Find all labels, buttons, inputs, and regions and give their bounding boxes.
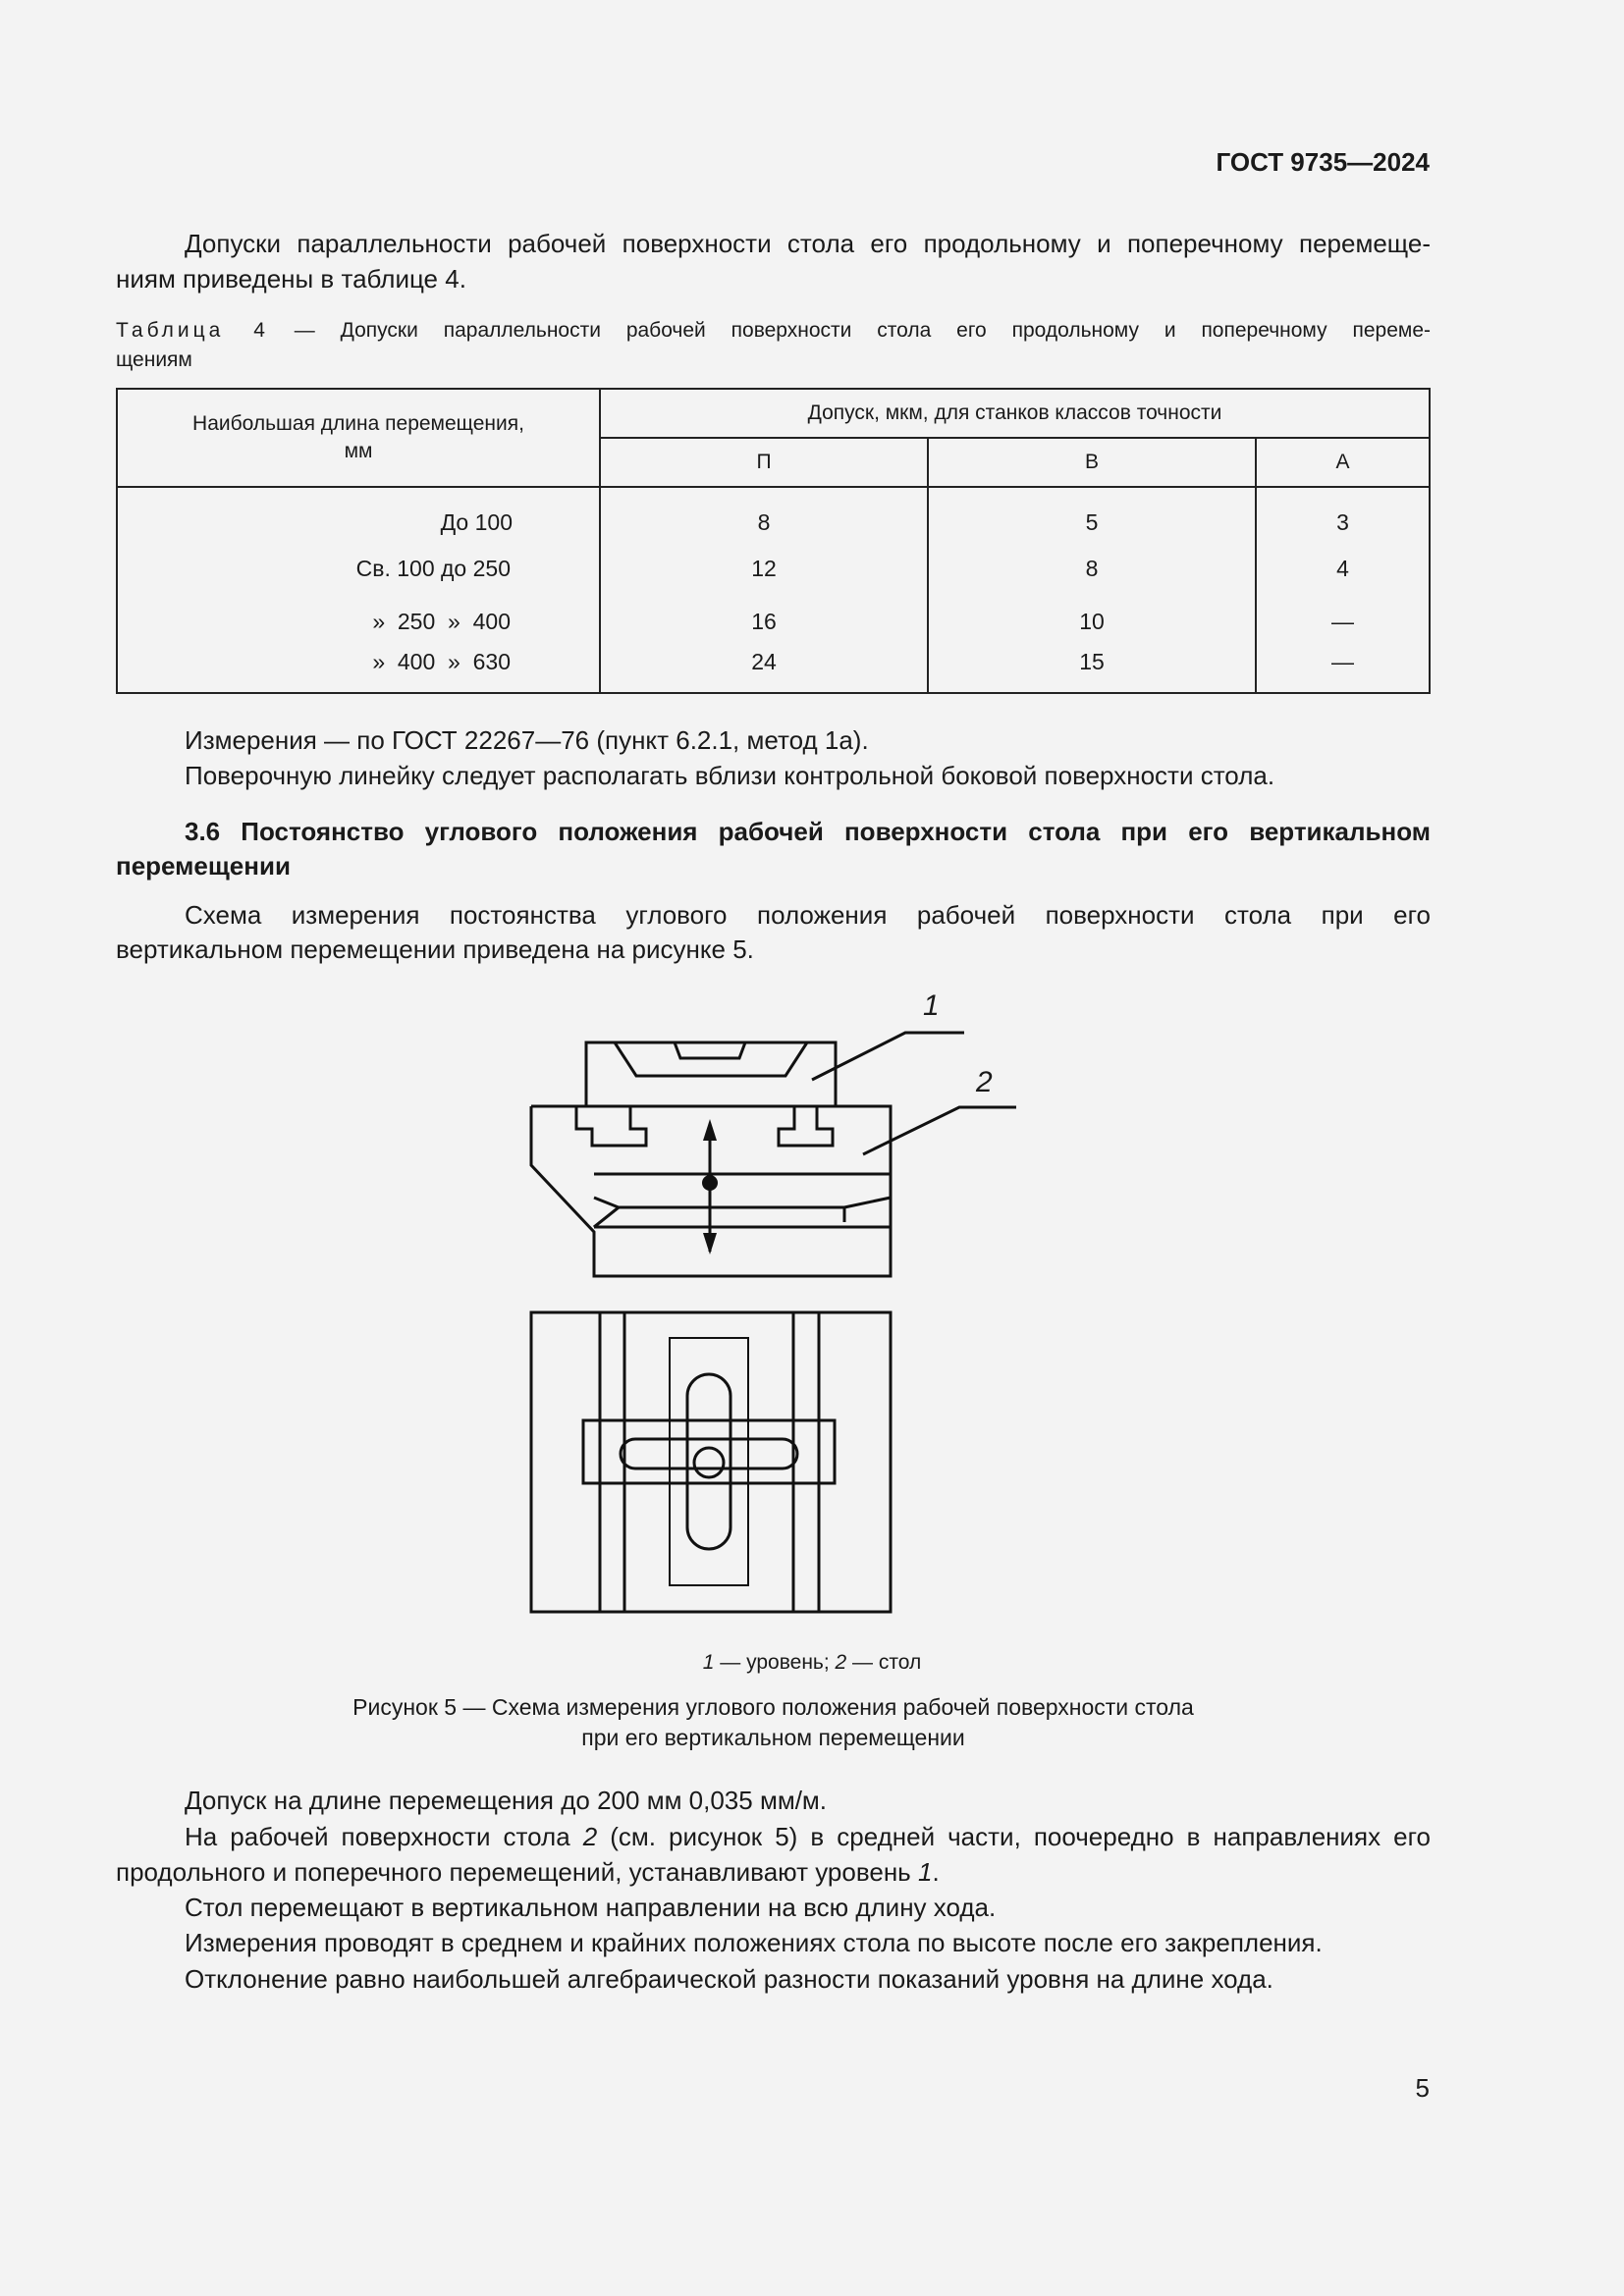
- section-title-line-2: перемещении: [116, 851, 291, 881]
- closing-para-1: Допуск на длине перемещения до 200 мм 0,035 мм/м.: [185, 1786, 828, 1815]
- closing-para-3: Стол перемещают в вертикальном направлении на всю длину хода.: [185, 1893, 997, 1922]
- table-caption-text: — Допуски параллельности рабочей поверхности стола его продольному и поперечному переме-: [294, 319, 1431, 342]
- col-tolerance-header: Допуск, мкм, для станков классов точности: [600, 389, 1430, 438]
- plan-slot-horizontal: [621, 1439, 797, 1468]
- plan-center-hole: [694, 1448, 724, 1477]
- table-caption-line-2: щениям: [116, 348, 192, 371]
- table-row: [117, 542, 1430, 595]
- tolerance-table: [116, 388, 1431, 694]
- callout-leader-2: [863, 1107, 1016, 1154]
- document-header: ГОСТ 9735—2024: [1216, 147, 1430, 177]
- section-title-line-1: 3.6 Постоянство углового положения рабочей поверхности стола при его вертикальном: [185, 817, 1431, 846]
- table-row: [117, 648, 1430, 693]
- figure-legend: [0, 1651, 1624, 1675]
- cell-value: 8: [600, 487, 928, 542]
- figure-5-drawing: [525, 991, 1036, 1629]
- section-para-line-1: Схема измерения постоянства углового положения рабочей поверхности стола при его: [185, 900, 1431, 930]
- figure-caption-line-2: при его вертикальном перемещении: [581, 1725, 965, 1750]
- closing-para-2-line-1: [185, 1819, 1431, 1854]
- closing-para-2-text-c: продольного и поперечного перемещений, устанавливают уровень: [116, 1857, 918, 1887]
- row-length: » 250 » 400: [117, 595, 600, 648]
- table-row: [117, 595, 1430, 648]
- measurement-note: Измерения — по ГОСТ 22267—76 (пункт 6.2.1, метод 1а).: [185, 725, 869, 755]
- figure-callout-2: 2: [976, 1066, 993, 1098]
- figure-caption-line-1: Рисунок 5 — Схема измерения углового положения рабочей поверхности стола: [352, 1694, 1194, 1720]
- legend-text-2: — стол: [846, 1651, 922, 1674]
- intro-line-2: ниям приведены в таблице 4.: [116, 264, 466, 294]
- cell-value: 4: [1256, 542, 1430, 595]
- row-length: » 400 » 630: [117, 648, 600, 693]
- cell-value: 3: [1256, 487, 1430, 542]
- cell-value: 12: [600, 542, 928, 595]
- pivot-dot: [702, 1175, 718, 1191]
- closing-para-2-text-d: .: [932, 1857, 940, 1887]
- closing-para-2-ref-level: 1: [917, 1857, 933, 1887]
- intro-line-1: Допуски параллельности рабочей поверхности стола его продольному и поперечному перемеще-: [185, 229, 1431, 258]
- table-row: [117, 487, 1430, 542]
- row-length: До 100: [117, 487, 600, 542]
- cell-value: 24: [600, 648, 928, 693]
- t-slot-left: [576, 1106, 646, 1146]
- ruler-note: Поверочную линейку следует располагать вблизи контрольной боковой поверхности стола.: [185, 761, 1275, 790]
- legend-number-2: 2: [835, 1651, 847, 1674]
- page-number: 5: [1415, 2073, 1430, 2103]
- plan-table-outline: [531, 1312, 891, 1612]
- class-header-a: А: [1256, 438, 1430, 487]
- cell-value: —: [1256, 648, 1430, 693]
- figure-callout-1: 1: [923, 989, 940, 1022]
- cell-value: 8: [928, 542, 1256, 595]
- section-para-line-2: вертикальном перемещении приведена на рисунке 5.: [116, 934, 754, 964]
- col-length-header: Наибольшая длина перемещения, мм: [117, 389, 600, 487]
- closing-para-4: Измерения проводят в среднем и крайних положениях стола по высоте после его закрепления.: [185, 1928, 1323, 1957]
- closing-para-2-ref-table: 2: [582, 1822, 598, 1851]
- legend-number-1: 1: [702, 1651, 715, 1674]
- cell-value: 10: [928, 595, 1256, 648]
- closing-para-2-text-a: На рабочей поверхности стола: [185, 1822, 583, 1851]
- class-header-v: В: [928, 438, 1256, 487]
- closing-para-2-text-b: (см. рисунок 5) в средней части, поочередно в направлениях его: [597, 1822, 1431, 1851]
- cell-value: 16: [600, 595, 928, 648]
- table-caption-label: Таблица 4: [116, 319, 269, 342]
- t-slot-right: [779, 1106, 833, 1146]
- legend-text-1: — уровень;: [714, 1651, 836, 1674]
- cell-value: —: [1256, 595, 1430, 648]
- cell-value: 15: [928, 648, 1256, 693]
- class-header-p: П: [600, 438, 928, 487]
- table-caption-line-1: [116, 316, 1431, 345]
- row-length: Св. 100 до 250: [117, 542, 600, 595]
- closing-para-2-line-2: [116, 1854, 940, 1890]
- closing-para-5: Отклонение равно наибольшей алгебраической разности показаний уровня на длине хода.: [185, 1964, 1273, 1994]
- cell-value: 5: [928, 487, 1256, 542]
